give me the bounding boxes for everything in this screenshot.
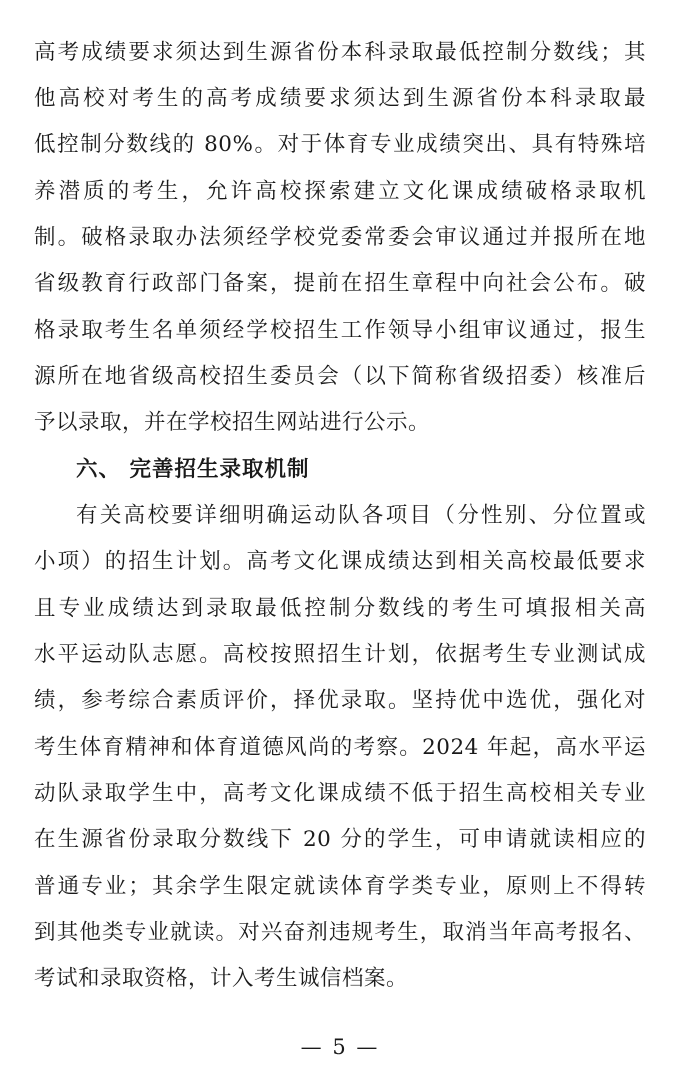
text-line: 格录取考生名单须经学校招生工作领导小组审议通过，报生 xyxy=(34,318,646,343)
text-line: 动队录取学生中，高考文化课成绩不低于招生高校相关专业 xyxy=(34,781,646,806)
page-number: — 5 — xyxy=(300,1035,380,1059)
text-line: 有关高校要详细明确运动队各项目（分性别、分位置或 xyxy=(76,503,646,528)
text-line: 小项）的招生计划。高考文化课成绩达到相关高校最低要求 xyxy=(34,549,646,574)
text-line: 他高校对考生的高考成绩要求须达到生源省份本科录取最 xyxy=(34,86,646,111)
text-line: 且专业成绩达到录取最低控制分数线的考生可填报相关高 xyxy=(34,596,646,621)
text-line: 到其他类专业就读。对兴奋剂违规考生，取消当年高考报名、 xyxy=(34,920,646,945)
text-line: 高考成绩要求须达到生源省份本科录取最低控制分数线；其 xyxy=(34,40,646,65)
text-line: 低控制分数线的 80%。对于体育专业成绩突出、具有特殊培 xyxy=(34,132,646,157)
text-line: 水平运动队志愿。高校按照招生计划，依据考生专业测试成 xyxy=(34,642,646,667)
text-line: 省级教育行政部门备案，提前在招生章程中向社会公布。破 xyxy=(34,271,646,296)
text-line: 予以录取，并在学校招生网站进行公示。 xyxy=(34,410,431,435)
text-line: 源所在地省级高校招生委员会（以下简称省级招委）核准后 xyxy=(34,364,646,389)
text-line: 考试和录取资格，计入考生诚信档案。 xyxy=(34,966,409,991)
text-line: 养潜质的考生，允许高校探索建立文化课成绩破格录取机 xyxy=(34,179,646,204)
text-line: 普通专业；其余学生限定就读体育学类专业，原则上不得转 xyxy=(34,874,646,899)
text-line: 在生源省份录取分数线下 20 分的学生，可申请就读相应的 xyxy=(34,827,646,852)
text-line: 考生体育精神和体育道德风尚的考察。2024 年起，高水平运 xyxy=(34,735,646,760)
text-line: 制。破格录取办法须经学校党委常委会审议通过并报所在地 xyxy=(34,225,646,250)
section-heading: 六、 完善招生录取机制 xyxy=(76,457,310,482)
text-line: 绩，参考综合素质评价，择优录取。坚持优中选优，强化对 xyxy=(34,688,646,713)
